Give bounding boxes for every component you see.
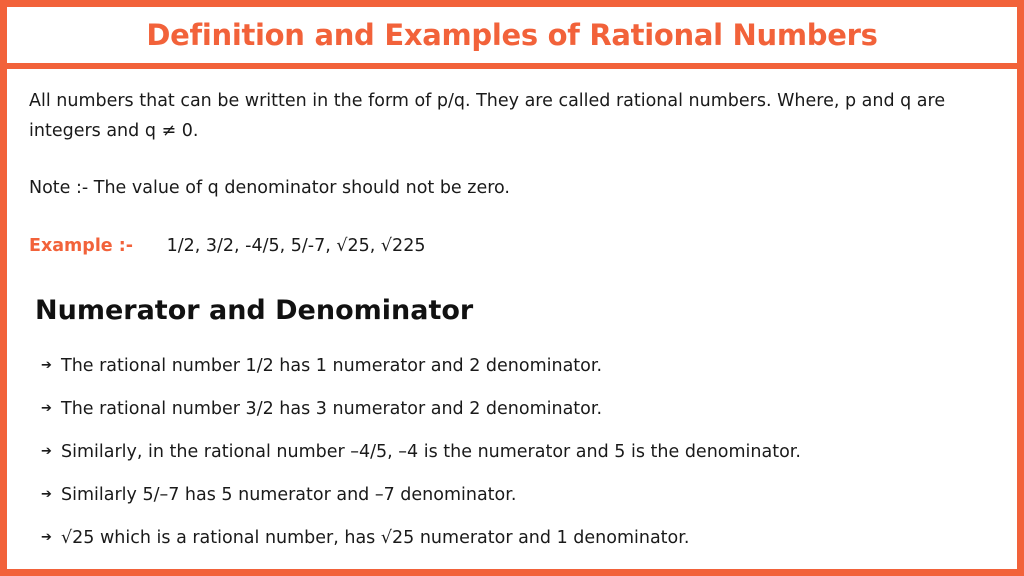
definition-paragraph: All numbers that can be written in the form of p/q. They are called rational numbers. Where, p and q are integers and q ≠ 0. <box>29 91 946 141</box>
title-bar <box>7 7 1017 69</box>
list-item-text: Similarly 5/–7 has 5 numerator and –7 denominator. <box>61 485 517 505</box>
list-item <box>41 439 801 482</box>
arrow-right-icon: ➔ <box>41 530 52 545</box>
example-label: Example :- <box>29 236 134 256</box>
list-item <box>41 353 801 396</box>
list-item-text: Similarly, in the rational number –4/5, –4 is the numerator and 5 is the denominator. <box>61 442 801 462</box>
example-line <box>29 231 979 261</box>
section-heading: Numerator and Denominator <box>35 295 474 326</box>
page-title: Definition and Examples of Rational Numbers <box>146 18 878 52</box>
list-item-text: The rational number 1/2 has 1 numerator and 2 denominator. <box>61 356 603 376</box>
arrow-right-icon: ➔ <box>41 444 52 459</box>
numerator-denominator-list <box>41 353 801 568</box>
example-values: 1/2, 3/2, -4/5, 5/-7, √25, √225 <box>166 236 426 256</box>
list-item <box>41 525 801 568</box>
arrow-right-icon: ➔ <box>41 401 52 416</box>
list-item-text: √25 which is a rational number, has √25 numerator and 1 denominator. <box>61 528 690 548</box>
list-item <box>41 482 801 525</box>
list-item <box>41 396 801 439</box>
arrow-right-icon: ➔ <box>41 358 52 373</box>
list-item-text: The rational number 3/2 has 3 numerator and 2 denominator. <box>61 399 603 419</box>
arrow-right-icon: ➔ <box>41 487 52 502</box>
note-paragraph: Note :- The value of q denominator should not be zero. <box>29 178 510 198</box>
